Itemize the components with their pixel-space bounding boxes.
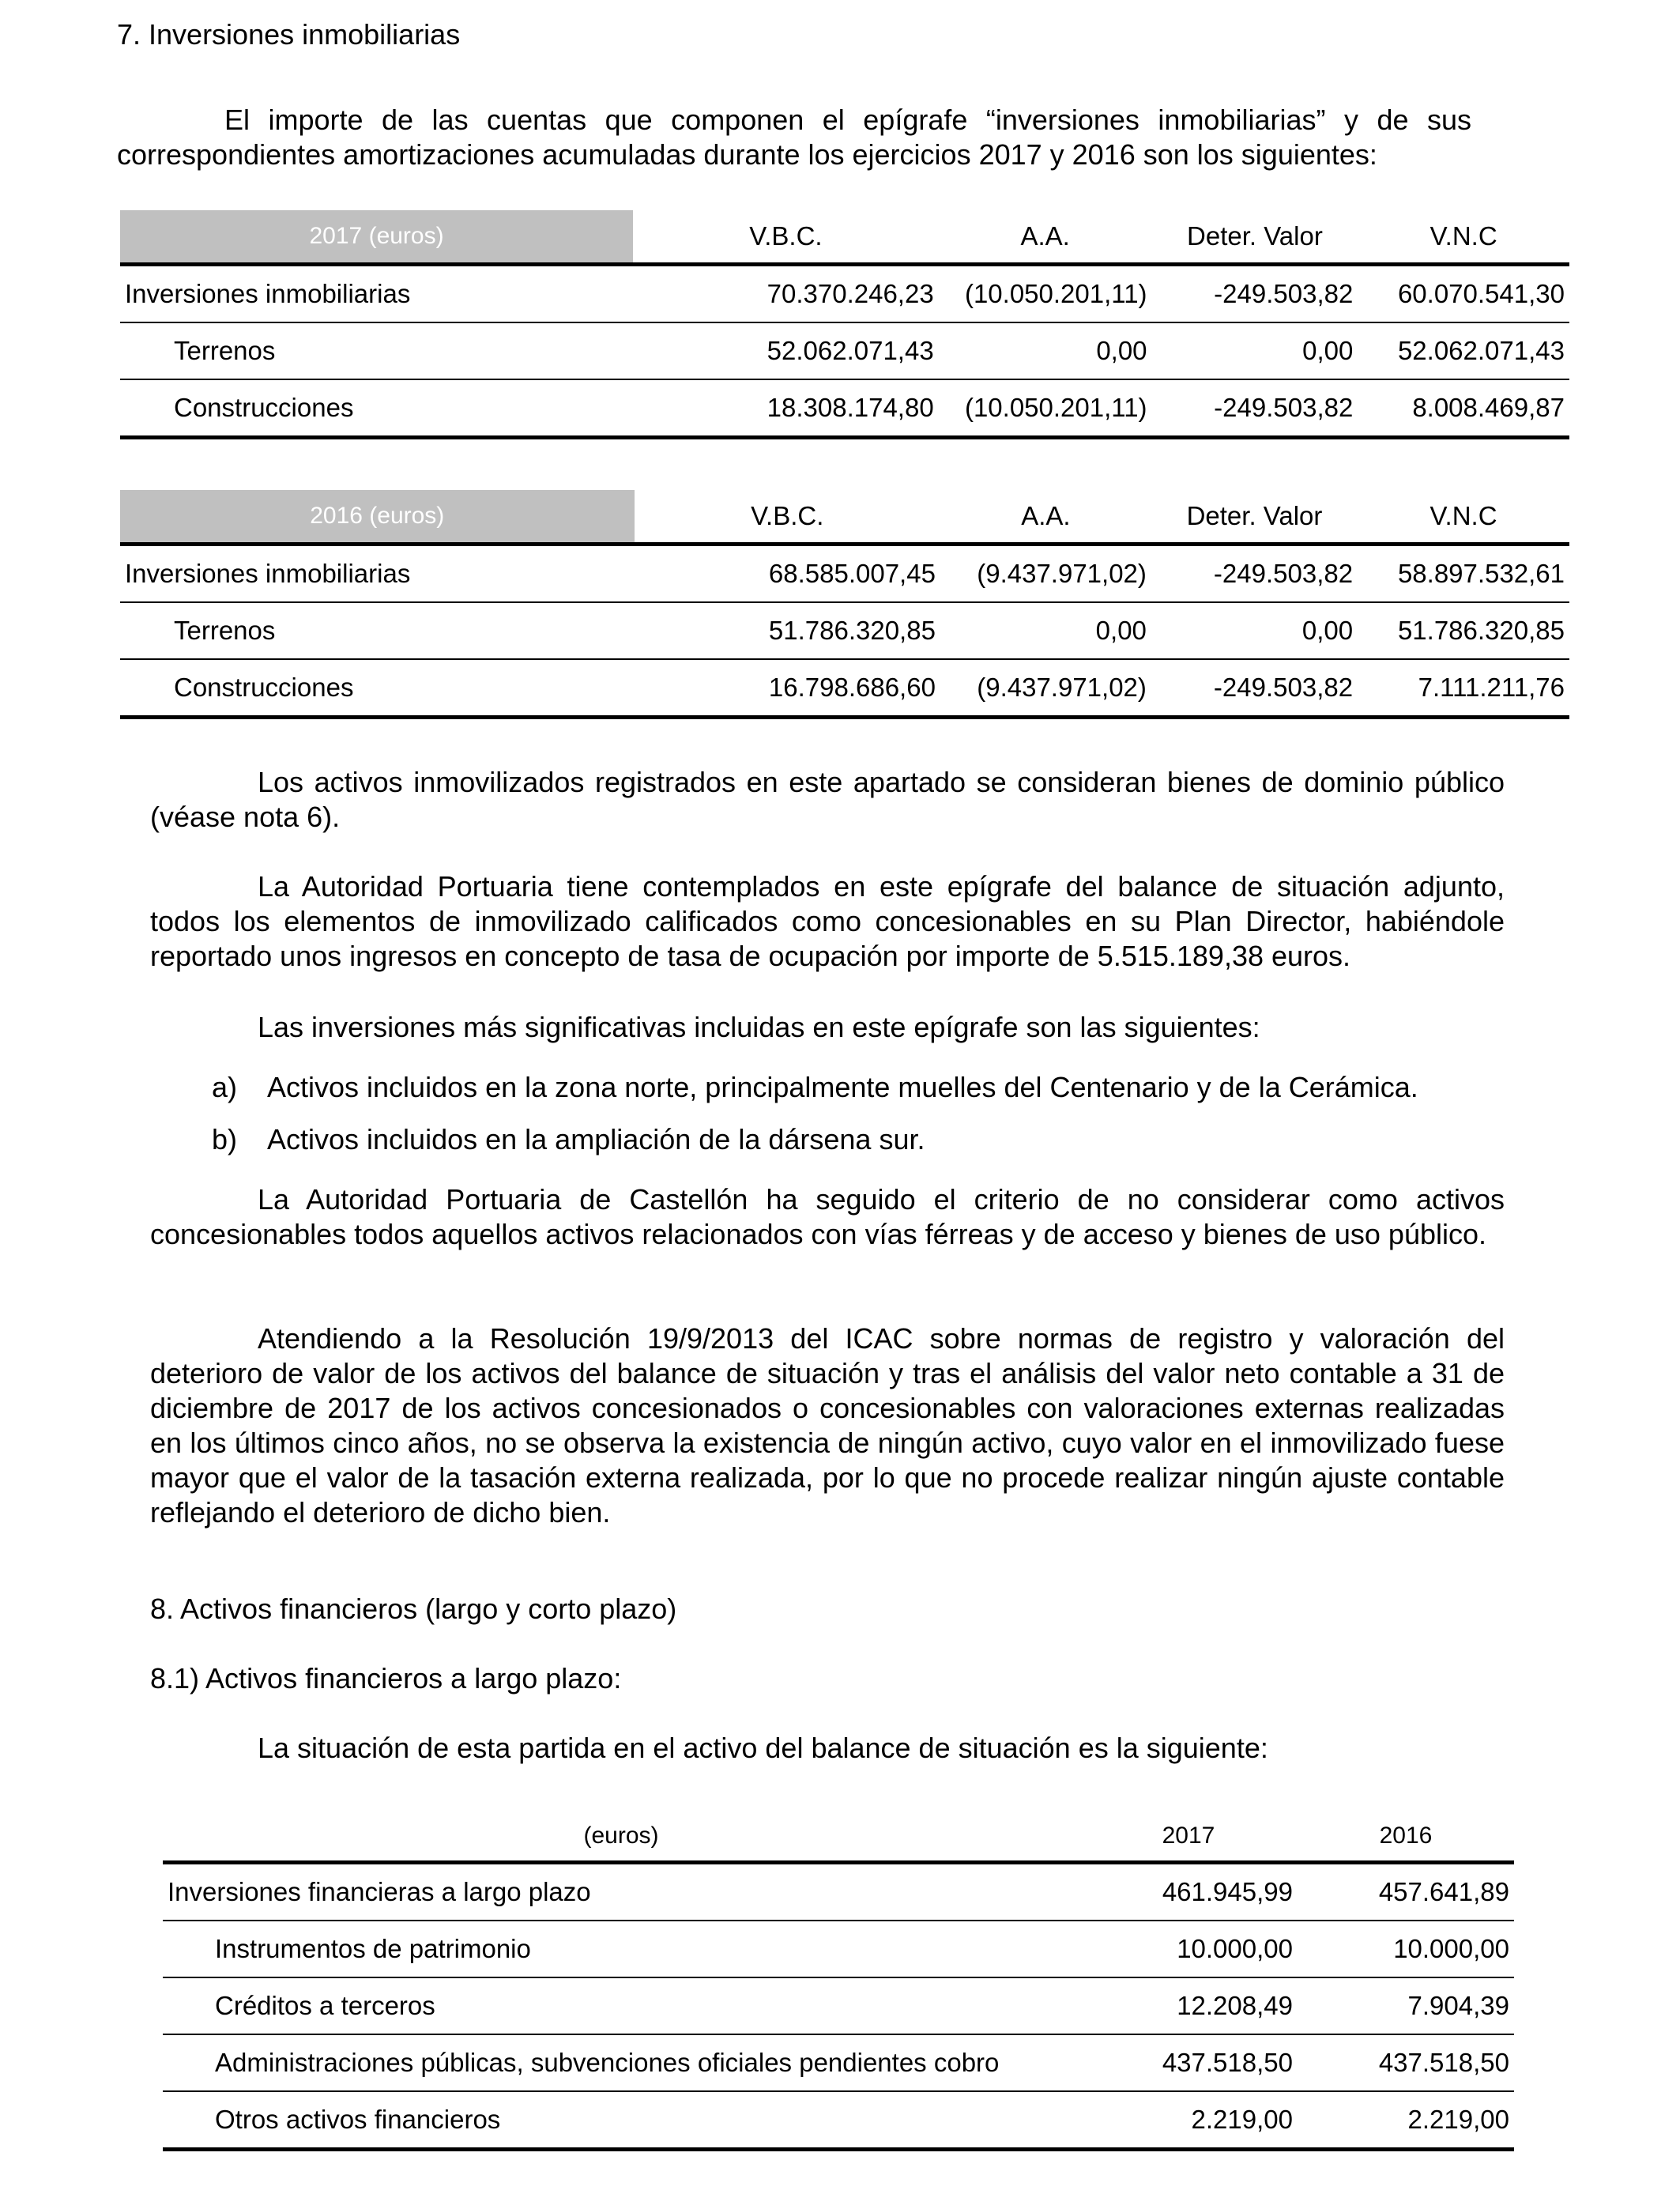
cell-2016: 2.219,00 [1298, 2091, 1514, 2150]
cell-aa: (10.050.201,11) [939, 379, 1152, 438]
section-8-1-heading: 8.1) Activos financieros a largo plazo: [150, 1662, 622, 1695]
row-label: Instrumentos de patrimonio [163, 1921, 1079, 1977]
row-label: Otros activos financieros [163, 2091, 1079, 2150]
financial-assets-table [163, 1811, 1514, 2151]
col-deter: Deter. Valor [1152, 210, 1358, 265]
paragraph-icac-resolution: Atendiendo a la Resolución 19/9/2013 del ICAC sobre normas de registro y valoración del deterioro de valor de los activos del balance de situación y tras el análisis del valor neto contable a 31 de diciembre de 2017 de los activos concesionados o concesionables con valoraciones externas realizadas en los últimos cinco años, no se observa la existencia de ningún activo, cuyo valor en el inmovilizado fuese mayor que el valor de la tasación externa realizada, por lo que no procede realizar ningún ajuste contable reflejando el deterioro de dicho bien. [150, 1322, 1505, 1529]
cell-2017: 10.000,00 [1079, 1921, 1298, 1977]
cell-vbc: 68.585.007,45 [635, 545, 940, 603]
table-row [120, 659, 1569, 718]
unit-label: (euros) [163, 1811, 1079, 1863]
row-label: Terrenos [120, 602, 635, 659]
section-7-intro [117, 103, 1471, 172]
paragraph-concessionable: La Autoridad Portuaria tiene contemplados en este epígrafe del balance de situación adjunto, todos los elementos de inmovilizado calificados como concesionables en su Plan Director, habiéndole reportado unos ingresos en concepto de tasa de ocupación por importe de 5.515.189,38 euros. [150, 870, 1505, 972]
cell-2017: 437.518,50 [1079, 2034, 1298, 2091]
cell-2016: 7.904,39 [1298, 1977, 1514, 2034]
table-row [120, 265, 1569, 323]
section-8-intro [150, 1731, 1505, 1766]
paragraph-criteria: La Autoridad Portuaria de Castellón ha seguido el criterio de no considerar como activos concesionables todos aquellos activos relacionados con vías férreas y de acceso y bienes de uso público. [150, 1183, 1505, 1250]
cell-deter: -249.503,82 [1151, 659, 1358, 718]
intro-paragraph: La situación de esta partida en el activo del balance de situación es la siguiente: [258, 1732, 1268, 1764]
row-label: Inversiones inmobiliarias [120, 545, 635, 603]
cell-aa: (10.050.201,11) [939, 265, 1152, 323]
cell-vnc: 58.897.532,61 [1358, 545, 1569, 603]
col-vbc: V.B.C. [633, 210, 939, 265]
table-header-row [163, 1811, 1514, 1863]
cell-aa: (9.437.971,02) [940, 545, 1151, 603]
cell-vnc: 7.111.211,76 [1358, 659, 1569, 718]
paragraph-block-2 [150, 869, 1505, 974]
table-header-row [120, 210, 1569, 265]
cell-deter: -249.503,82 [1151, 545, 1358, 603]
table-row [120, 322, 1569, 379]
col-vnc: V.N.C [1358, 210, 1569, 265]
paragraph-public-domain: Los activos inmovilizados registrados en este apartado se consideran bienes de dominio público (véase nota 6). [150, 766, 1505, 833]
list-marker: a) [212, 1071, 238, 1103]
cell-2017: 12.208,49 [1079, 1977, 1298, 2034]
row-label: Administraciones públicas, subvenciones oficiales pendientes cobro [163, 2034, 1079, 2091]
cell-2016: 457.641,89 [1298, 1863, 1514, 1921]
list-item [212, 1070, 1418, 1105]
year-label: 2017 (euros) [120, 210, 633, 265]
list-item [212, 1122, 925, 1157]
row-label: Terrenos [120, 322, 633, 379]
cell-vnc: 51.786.320,85 [1358, 602, 1569, 659]
table-row [163, 2091, 1514, 2150]
cell-deter: -249.503,82 [1152, 265, 1358, 323]
cell-vnc: 8.008.469,87 [1358, 379, 1569, 438]
list-text: Activos incluidos en la zona norte, principalmente muelles del Centenario y de la Cerámica. [267, 1071, 1418, 1103]
table-row [163, 1977, 1514, 2034]
col-vnc: V.N.C [1358, 490, 1569, 545]
col-aa: A.A. [939, 210, 1152, 265]
paragraph-significant-investments: Las inversiones más significativas incluidas en este epígrafe son las siguientes: [258, 1011, 1260, 1043]
col-vbc: V.B.C. [635, 490, 940, 545]
row-label: Construcciones [120, 379, 633, 438]
paragraph-block-3 [150, 1010, 1505, 1045]
table-row [120, 545, 1569, 603]
cell-aa: 0,00 [939, 322, 1152, 379]
table-row [120, 379, 1569, 438]
cell-vbc: 70.370.246,23 [633, 265, 939, 323]
cell-vnc: 60.070.541,30 [1358, 265, 1569, 323]
list-marker: b) [212, 1123, 238, 1155]
cell-vbc: 51.786.320,85 [635, 602, 940, 659]
cell-vnc: 52.062.071,43 [1358, 322, 1569, 379]
cell-deter: 0,00 [1152, 322, 1358, 379]
cell-deter: -249.503,82 [1152, 379, 1358, 438]
intro-paragraph: El importe de las cuentas que componen el epígrafe “inversiones inmobiliarias” y de sus correspondientes amortizaciones acumuladas durante los ejercicios 2017 y 2016 son los siguientes: [117, 104, 1471, 171]
cell-2017: 461.945,99 [1079, 1863, 1298, 1921]
cell-2016: 437.518,50 [1298, 2034, 1514, 2091]
section-8-heading: 8. Activos financieros (largo y corto plazo) [150, 1593, 677, 1625]
cell-vbc: 16.798.686,60 [635, 659, 940, 718]
col-aa: A.A. [940, 490, 1151, 545]
investments-table-2017 [120, 210, 1569, 439]
table-row [120, 602, 1569, 659]
row-label: Inversiones inmobiliarias [120, 265, 633, 323]
cell-deter: 0,00 [1151, 602, 1358, 659]
paragraph-block-4 [150, 1182, 1505, 1252]
row-label: Inversiones financieras a largo plazo [163, 1863, 1079, 1921]
cell-aa: (9.437.971,02) [940, 659, 1151, 718]
cell-2016: 10.000,00 [1298, 1921, 1514, 1977]
row-label: Construcciones [120, 659, 635, 718]
cell-2017: 2.219,00 [1079, 2091, 1298, 2150]
paragraph-block-5 [150, 1321, 1505, 1530]
table-row [163, 1921, 1514, 1977]
col-deter: Deter. Valor [1151, 490, 1358, 545]
col-2016: 2016 [1298, 1811, 1514, 1863]
year-label: 2016 (euros) [120, 490, 635, 545]
paragraph-block-1 [150, 765, 1505, 835]
cell-aa: 0,00 [940, 602, 1151, 659]
cell-vbc: 18.308.174,80 [633, 379, 939, 438]
table-row [163, 2034, 1514, 2091]
table-header-row [120, 490, 1569, 545]
cell-vbc: 52.062.071,43 [633, 322, 939, 379]
section-7-heading: 7. Inversiones inmobiliarias [117, 18, 461, 51]
list-text: Activos incluidos en la ampliación de la dársena sur. [267, 1123, 925, 1155]
table-row [163, 1863, 1514, 1921]
col-2017: 2017 [1079, 1811, 1298, 1863]
investments-table-2016 [120, 490, 1569, 719]
row-label: Créditos a terceros [163, 1977, 1079, 2034]
